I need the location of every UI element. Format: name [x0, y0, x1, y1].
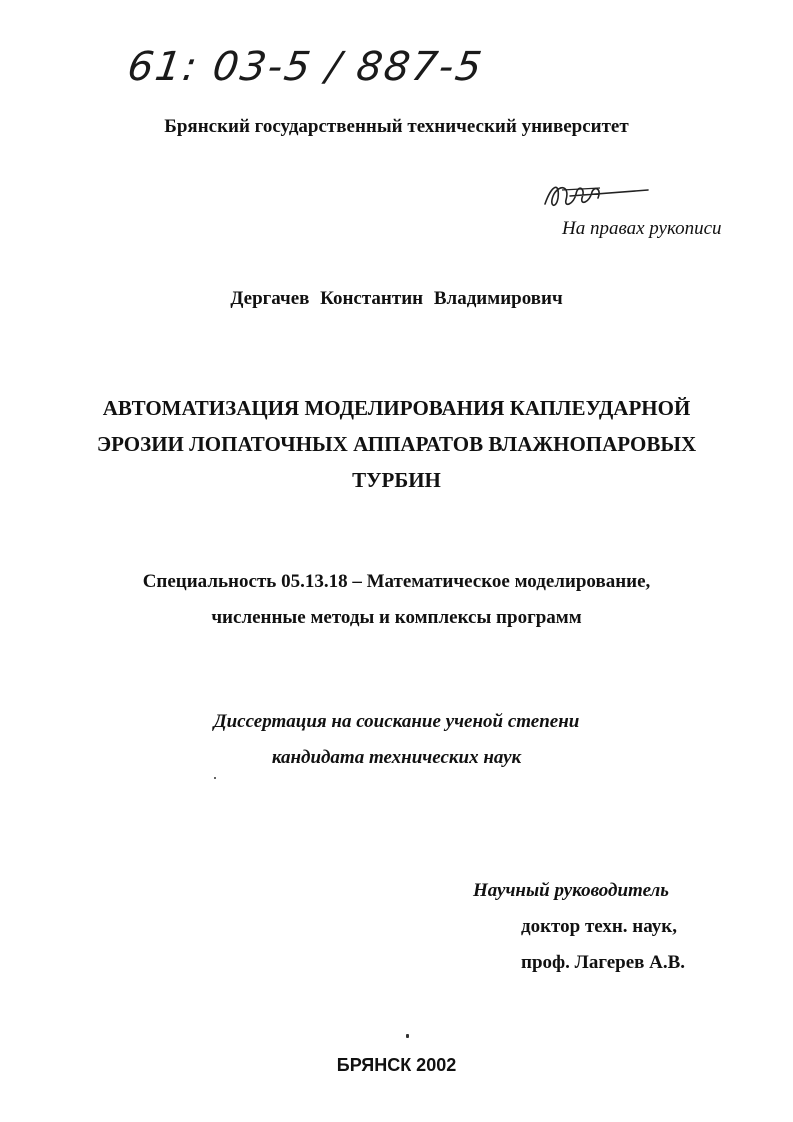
specialty-line: численные методы и комплексы программ: [211, 607, 582, 628]
title-line: ТУРБИН: [352, 468, 441, 492]
supervisor-name: проф. Лагерев А.В.: [521, 952, 686, 973]
university-name: Брянский государственный технический университет: [164, 116, 629, 137]
dissertation-title: [0, 390, 793, 498]
degree-line: Диссертация на соискание ученой степени: [213, 711, 580, 732]
author-name: Дергачев Константин Владимирович: [230, 288, 563, 309]
scan-speck: [214, 777, 216, 779]
specialty-line: Специальность 05.13.18 – Математическое моделирование,: [142, 571, 651, 592]
supervisor-degree: доктор техн. наук,: [521, 916, 677, 937]
degree-statement: [0, 704, 793, 776]
city-year: БРЯНСК 2002: [336, 1055, 457, 1075]
signature-mark: [540, 176, 650, 216]
title-line: АВТОМАТИЗАЦИЯ МОДЕЛИРОВАНИЯ КАПЛЕУДАРНОЙ: [102, 396, 691, 420]
degree-line: кандидата технических наук: [271, 747, 522, 768]
supervisor-role: Научный руководитель: [473, 880, 669, 901]
title-line: ЭРОЗИИ ЛОПАТОЧНЫХ АППАРАТОВ ВЛАЖНОПАРОВЫХ: [96, 432, 697, 456]
specialty-block: [0, 564, 793, 636]
scan-speck: [406, 1034, 409, 1038]
manuscript-rights-note: На правах рукописи: [562, 218, 722, 239]
handwritten-archive-number: 61: 03-5 / 887-5: [124, 44, 487, 90]
